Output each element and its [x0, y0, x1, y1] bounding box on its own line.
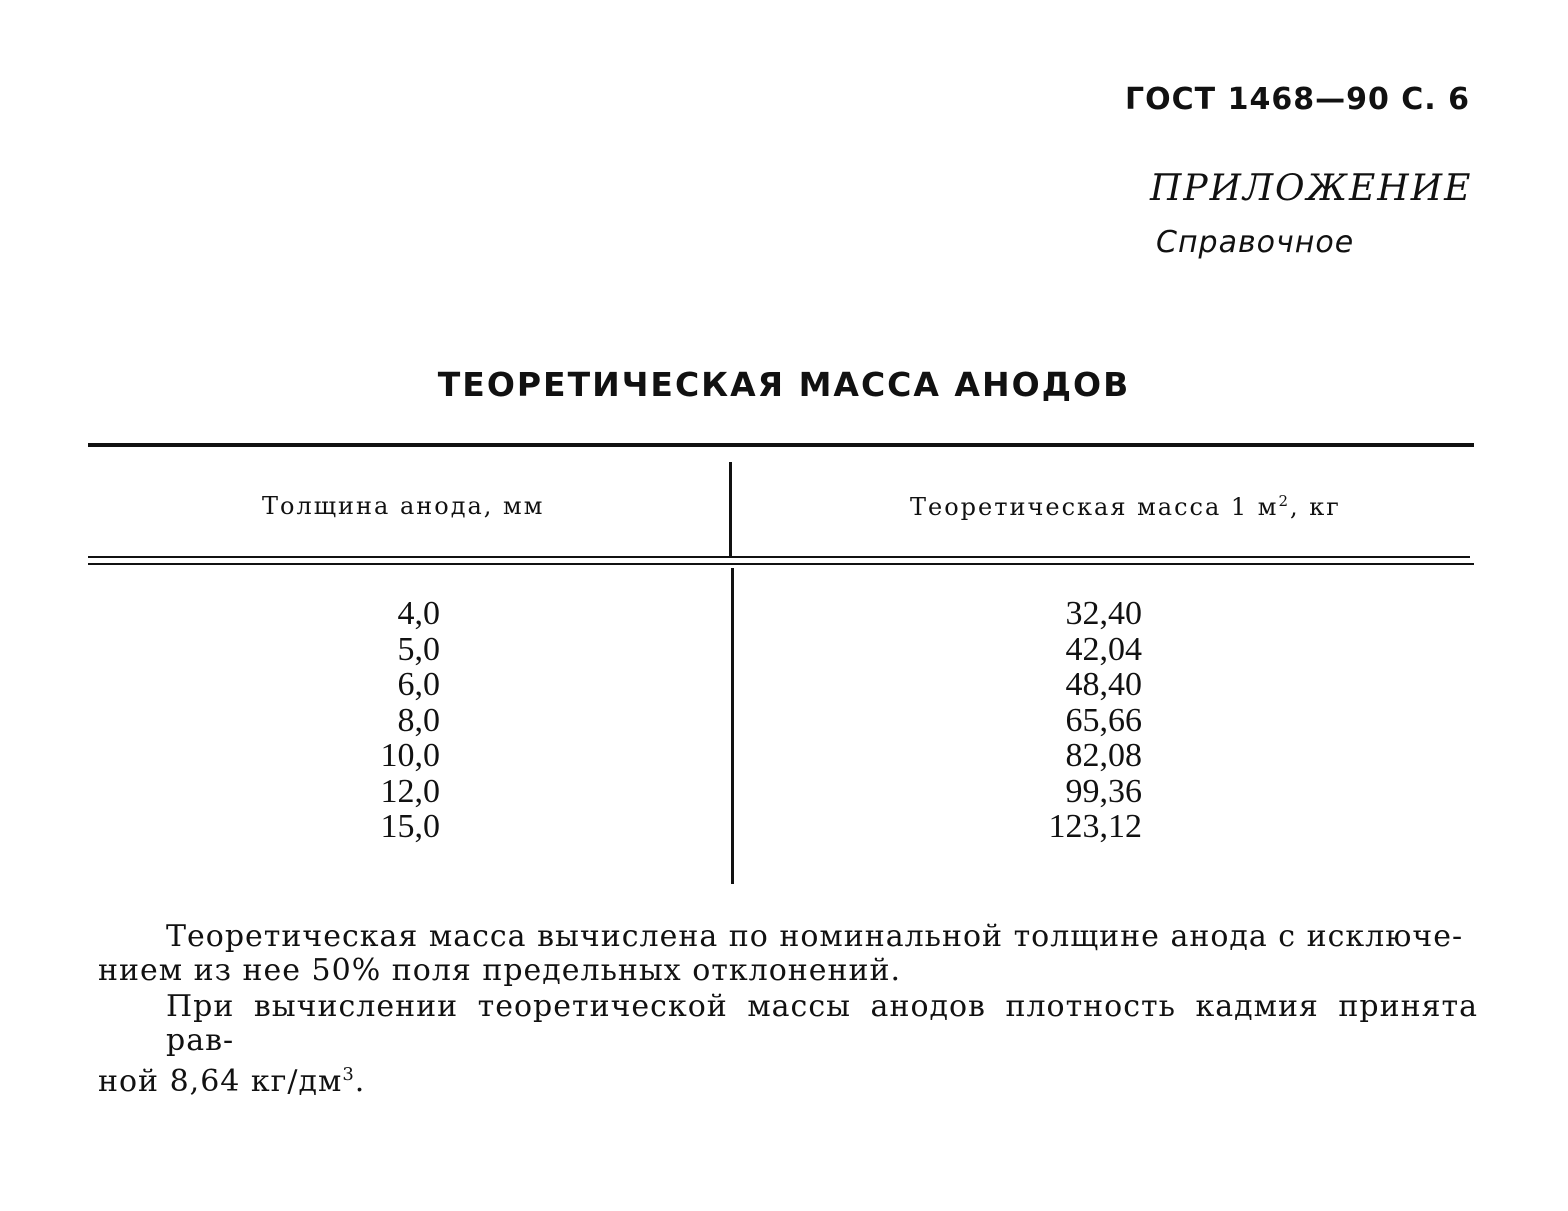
thickness-cell: 6,0: [397, 666, 440, 703]
table-top-rule: [88, 443, 1474, 447]
thickness-cell: 8,0: [397, 701, 440, 739]
mass-cell: 99,36: [1065, 772, 1142, 810]
header-separator-rule-1: [88, 556, 1470, 558]
note-2-superscript: 3: [342, 1064, 355, 1085]
thickness-column: [240, 596, 440, 845]
note-2-line-2: [98, 1058, 1478, 1099]
mass-cell: 65,66: [1065, 701, 1142, 739]
mass-cell: 48,40: [1065, 666, 1142, 703]
appendix-label: ПРИЛОЖЕНИЕ: [1150, 168, 1473, 209]
thickness-cell: 12,0: [380, 772, 440, 810]
thickness-cell: 15,0: [380, 808, 440, 845]
mass-cell: 42,04: [1065, 630, 1142, 668]
note-paragraph-2: [98, 990, 1478, 1099]
mass-column: [942, 596, 1142, 845]
header-separator-rule-2: [88, 563, 1474, 565]
table-title: ТЕОРЕТИЧЕСКАЯ МАССА АНОДОВ: [437, 365, 1131, 404]
column-header-mass: [910, 492, 1341, 521]
note-paragraph-1: [98, 920, 1478, 988]
mass-cell: 32,40: [1065, 595, 1142, 632]
note-2-line-2-end: .: [354, 1064, 366, 1099]
appendix-sublabel: Справочное: [1156, 225, 1355, 260]
note-2-line-1: При вычислении теоретической массы анодов плотность кадмия принята рав-: [166, 989, 1478, 1058]
mass-cell: 123,12: [1048, 808, 1142, 845]
standard-reference: ГОСТ 1468—90 С. 6: [1125, 82, 1470, 117]
column-header-mass-superscript: 2: [1278, 492, 1290, 510]
column-header-thickness: Толщина анода, мм: [262, 492, 545, 520]
mass-cell: 82,08: [1065, 737, 1142, 774]
thickness-cell: 4,0: [397, 595, 440, 632]
column-header-mass-text: Теоретическая масса 1 м: [910, 493, 1279, 521]
note-2-line-2-text: ной 8,64 кг/дм: [98, 1064, 343, 1099]
body-column-divider: [731, 568, 734, 884]
header-column-divider: [729, 462, 732, 556]
note-1-line-1: Теоретическая масса вычислена по номинальной толщине анода с исключе-: [166, 919, 1464, 954]
thickness-cell: 10,0: [380, 737, 440, 774]
note-1-line-2: нием из нее 50% поля предельных отклонений.: [98, 953, 902, 988]
thickness-cell: 5,0: [397, 630, 440, 668]
column-header-mass-unit: , кг: [1290, 493, 1341, 521]
